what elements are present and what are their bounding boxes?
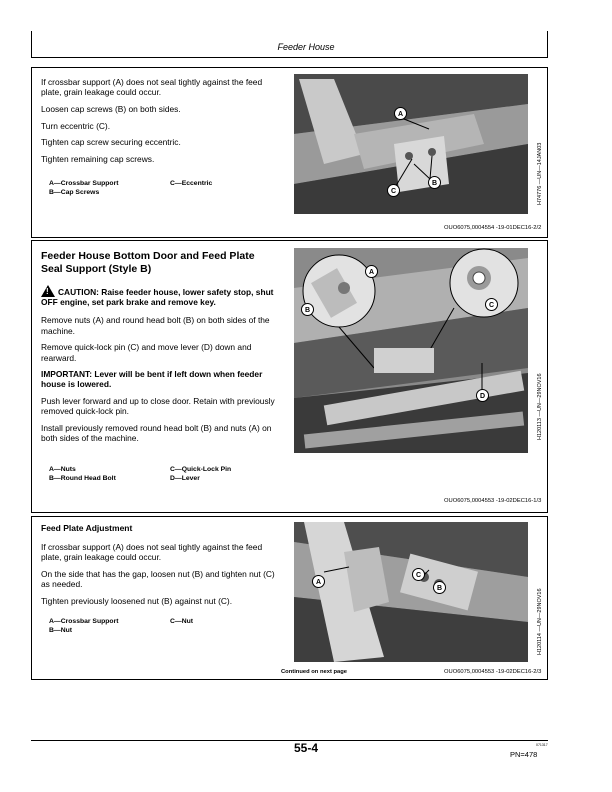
crossbar-photo-illustration (294, 74, 528, 214)
callout-b: B (301, 303, 314, 316)
s1-legend-right (170, 180, 212, 189)
s1-image-id: H74776 —UN—14JAN03 (537, 142, 543, 205)
s2-paragraph: Remove nuts (A) and round head bolt (B) on both sides of the machine. (41, 315, 270, 336)
feed-plate-photo (294, 522, 528, 662)
s1-paragraph: Loosen cap screws (B) on both sides. (41, 103, 181, 114)
feed-plate-illustration (294, 522, 528, 662)
s3-legend-right (170, 618, 193, 627)
s2-image-id: H120113 —UN—29NOV16 (537, 373, 543, 440)
pn-label: PN=478 (510, 750, 538, 759)
section2-text (41, 250, 279, 450)
caution-warning-icon (41, 285, 55, 297)
legend-item: A—Crossbar Support (49, 618, 119, 625)
s2-paragraph: Push lever forward and up to close door. Retain with previously removed quick-lock pin. (41, 396, 275, 417)
s2-paragraph: Install previously removed round head bolt (B) and nuts (A) on both sides of the machine. (41, 423, 272, 444)
s1-legend-left (49, 180, 119, 197)
legend-item: B—Round Head Bolt (49, 474, 116, 482)
s2-paragraph: Remove quick-lock pin (C) and move lever (D) down and rearward. (41, 342, 252, 363)
callout-d: D (476, 389, 489, 402)
s3-image-id: H120114 —UN—29NOV16 (537, 588, 543, 655)
legend-item: D—Lever (170, 474, 200, 482)
important-note: IMPORTANT: Lever will be bent if left down when feeder house is lowered. (41, 369, 263, 390)
s3-doc-ref: OUO6075,0004553 -19-02DEC16-2/3 (444, 669, 542, 675)
footer-code: 071317 (536, 743, 548, 747)
s1-paragraph: Turn eccentric (C). (41, 120, 111, 131)
legend-item: B—Cap Screws (49, 188, 100, 196)
s2-doc-ref: OUO6075,0004553 -19-02DEC16-1/3 (444, 498, 542, 504)
s2-heading: Feeder House Bottom Door and Feed Plate Seal Support (Style B) (41, 250, 255, 275)
bottom-door-photo (294, 248, 528, 453)
bottom-door-illustration (294, 248, 528, 453)
legend-item: A—Crossbar Support (49, 180, 119, 187)
section1-text (41, 77, 279, 171)
callout-c: C (485, 298, 498, 311)
s3-legend-left (49, 618, 119, 635)
caution-text: CAUTION: Raise feeder house, lower safety stop, shut OFF engine, set park brake and remove key. (41, 287, 274, 308)
s3-paragraph: On the side that has the gap, loosen nut (B) and tighten nut (C) as needed. (41, 569, 275, 590)
legend-item: C—Quick-Lock Pin (170, 466, 232, 473)
s3-heading: Feed Plate Adjustment (41, 523, 133, 533)
callout-b: B (433, 581, 446, 594)
continued-note: Continued on next page (281, 669, 348, 675)
callout-c: C (412, 568, 425, 581)
callout-a: A (365, 265, 378, 278)
s2-legend-left (49, 466, 116, 483)
page-header-title: Feeder House (277, 42, 335, 52)
legend-item: A—Nuts (49, 466, 76, 473)
callout-a: A (312, 575, 325, 588)
s1-paragraph: If crossbar support (A) does not seal tightly against the feed plate, grain leakage could occur. (41, 77, 263, 98)
s1-paragraph: Tighten cap screw securing eccentric. (41, 137, 181, 148)
section3-text (41, 523, 279, 613)
callout-a: A (394, 107, 407, 120)
caution-block (41, 285, 279, 307)
s3-paragraph: Tighten previously loosened nut (B) against nut (C). (41, 596, 233, 607)
s1-paragraph: Tighten remaining cap screws. (41, 154, 155, 165)
callout-b: B (428, 176, 441, 189)
legend-item: B—Nut (49, 626, 73, 634)
crossbar-photo (294, 74, 528, 214)
s3-paragraph: If crossbar support (A) does not seal tightly against the feed plate, grain leakage could occur. (41, 542, 263, 563)
legend-item: C—Nut (170, 618, 194, 625)
page-number: 55-4 (293, 741, 319, 755)
legend-item: C—Eccentric (170, 180, 213, 187)
s1-doc-ref: OUO6075,0004554 -19-01DEC16-2/2 (444, 225, 542, 231)
header-rule (31, 57, 548, 58)
callout-c: C (387, 184, 400, 197)
s2-legend-right (170, 466, 231, 483)
